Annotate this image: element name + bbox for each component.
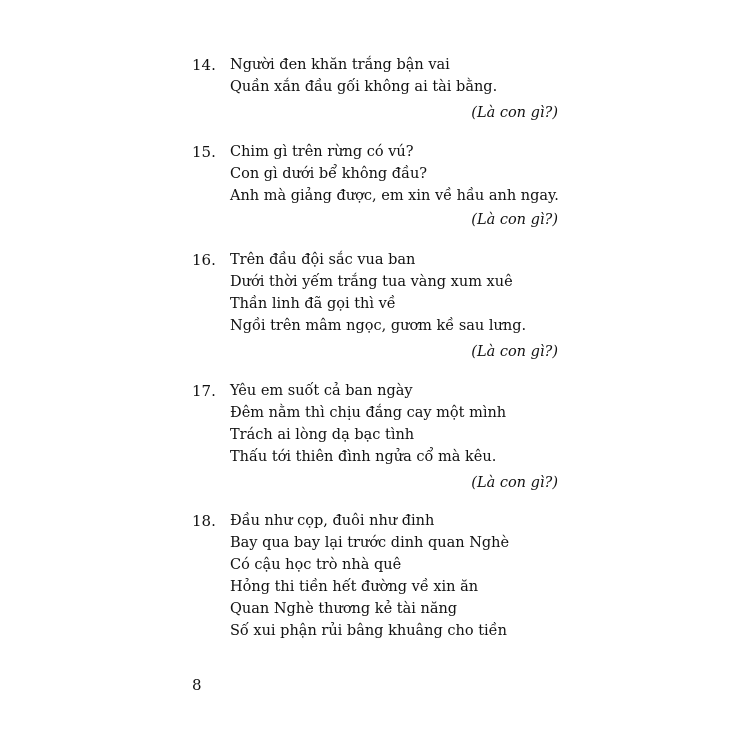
page-number: 8 (192, 676, 202, 694)
riddle-15 (192, 141, 562, 231)
riddle-line: Đầu như cọp, đuôi như đinh (230, 513, 435, 529)
riddle-answer: (Là con gì?) (471, 212, 558, 228)
riddle-line: Chim gì trên rừng có vú? (230, 144, 414, 160)
riddle-line: Con gì dưới bể không đầu? (230, 166, 428, 182)
riddle-answer: (Là con gì?) (471, 475, 558, 491)
riddle-line: Anh mà giảng được, em xin về hầu anh ngay. (230, 188, 559, 204)
riddle-line: Trên đầu đội sắc vua ban (230, 252, 416, 268)
riddle-line: Trách ai lòng dạ bạc tình (230, 427, 415, 443)
riddle-number: 18. (192, 512, 216, 530)
riddle-line: Người đen khăn trắng bận vai (230, 57, 450, 73)
riddle-line: Quan Nghè thương kẻ tài năng (230, 601, 458, 617)
riddle-line: Bay qua bay lại trước dinh quan Nghè (230, 535, 510, 551)
riddle-16 (192, 249, 562, 363)
riddle-line: Số xui phận rủi bâng khuâng cho tiền (230, 623, 507, 639)
riddle-number: 17. (192, 382, 216, 400)
riddle-line: Yêu em suốt cả ban ngày (230, 383, 413, 399)
riddle-18 (192, 510, 562, 642)
riddle-line: Dưới thời yếm trắng tua vàng xum xuê (230, 274, 513, 290)
riddle-line: Thấu tới thiên đình ngửa cổ mà kêu. (230, 449, 497, 465)
riddle-number: 15. (192, 143, 216, 161)
riddle-line: Có cậu học trò nhà quê (230, 557, 402, 573)
riddle-line: Ngồi trên mâm ngọc, gươm kề sau lưng. (230, 318, 527, 334)
riddle-answer: (Là con gì?) (471, 344, 558, 360)
riddle-line: Đêm nằm thì chịu đắng cay một mình (230, 405, 507, 421)
riddle-number: 16. (192, 251, 216, 269)
riddle-17 (192, 380, 562, 494)
riddle-line: Quần xắn đầu gối không ai tài bằng. (230, 79, 498, 95)
riddle-14 (192, 54, 562, 124)
riddle-line: Hỏng thi tiền hết đường về xin ăn (230, 579, 479, 595)
riddle-line: Thần linh đã gọi thì về (230, 296, 396, 312)
riddle-answer: (Là con gì?) (471, 105, 558, 121)
riddle-number: 14. (192, 56, 216, 74)
